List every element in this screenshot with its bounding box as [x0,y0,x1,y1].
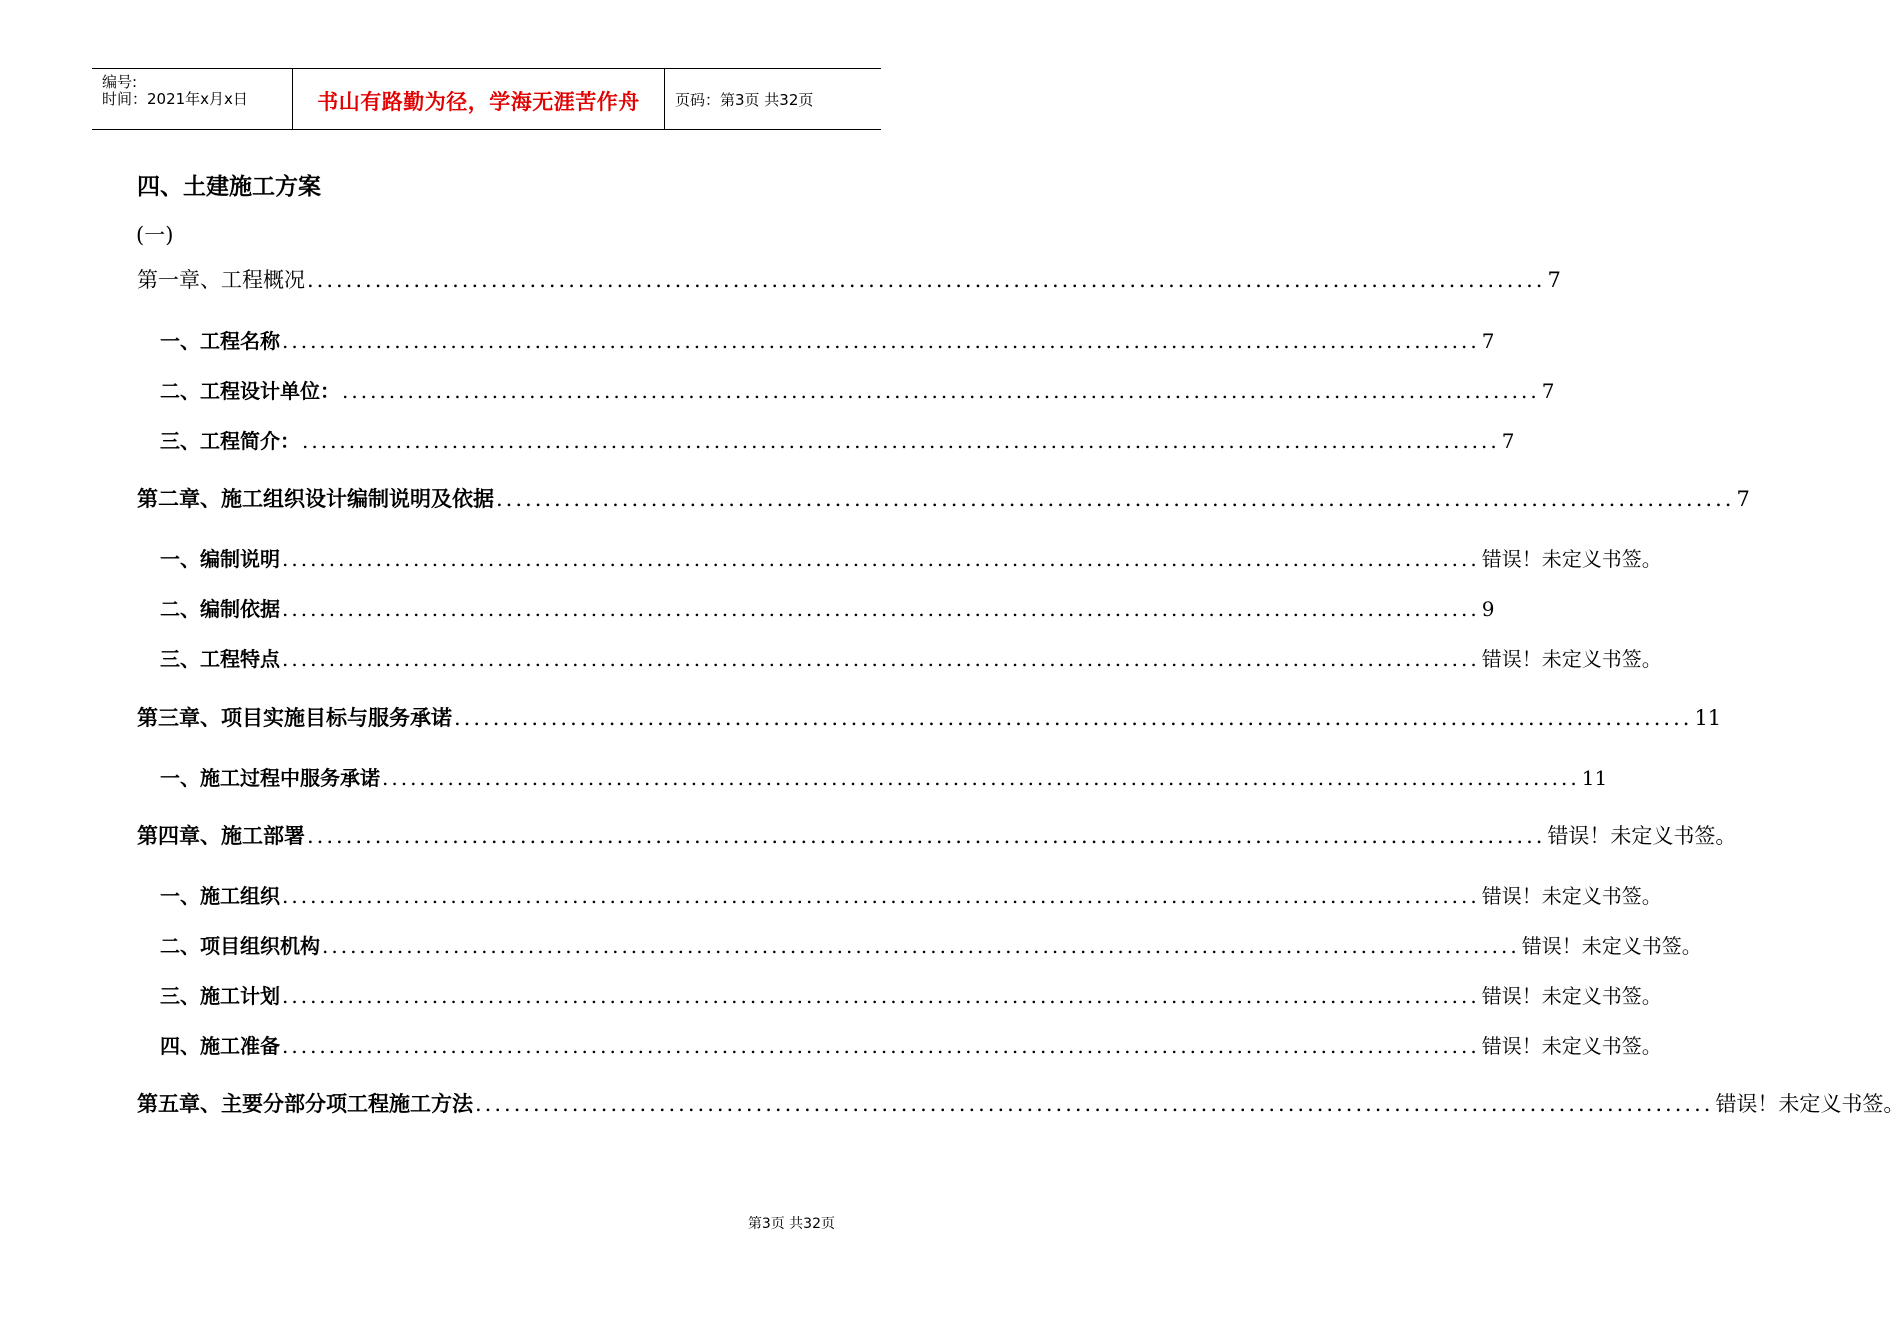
toc-page-number: 7 [1736,487,1750,511]
toc-leader: ................................................................................................................................ [282,884,1480,908]
toc-leader: ................................................................................................................................ [322,934,1520,958]
toc-leader: ................................................................................................................................ [496,487,1735,511]
header-page-number: 页码：第3页 共32页 [675,91,814,109]
toc-leader: ................................................................................................................................ [282,647,1480,671]
toc-entry-text: 第四章、施工部署 [137,823,305,848]
toc-entry-text: 一、编制说明 [160,547,280,571]
motto: 书山有路勤为径，学海无涯苦作舟 [317,90,640,114]
toc-leader: ................................................................................................................................ [382,766,1580,790]
toc-section[interactable] [160,762,1608,791]
code-label: 编号: [102,73,138,91]
toc-page-number: 7 [1547,268,1561,292]
toc-entry-text: 第五章、主要分部分项工程施工方法 [137,1091,473,1116]
toc-section[interactable] [160,980,1662,1009]
header-page-cell [665,69,881,129]
header-info-cell [92,69,293,129]
toc-page-number: 11 [1694,706,1722,730]
toc-leader: ................................................................................................................................ [454,706,1693,730]
toc-leader: ................................................................................................................................ [307,268,1546,292]
toc-entry-text: 一、工程名称 [160,329,280,353]
toc-chapter-4[interactable] [137,820,1737,850]
toc-entry-text: 二、工程设计单位： [160,379,340,403]
toc-page-number: 错误！未定义书签。 [1481,884,1662,908]
toc-section[interactable] [160,930,1702,959]
toc-entry-text: 三、工程特点 [160,647,280,671]
toc-chapter-1[interactable] [137,264,1561,294]
toc-entry-text: 一、施工组织 [160,884,280,908]
toc-chapter-2[interactable] [137,483,1750,513]
toc-entry-text: 第二章、施工组织设计编制说明及依据 [137,486,494,511]
page-footer: 第3页 共32页 [747,1216,835,1232]
toc-leader: ................................................................................................................................ [282,597,1480,621]
toc-section[interactable] [160,1030,1662,1059]
toc-leader: ................................................................................................................................ [282,984,1480,1008]
toc-page-number: 9 [1481,597,1495,621]
toc-section[interactable] [160,643,1662,672]
toc-leader: ................................................................................................................................ [282,329,1480,353]
toc-page-number: 错误！未定义书签。 [1481,647,1662,671]
toc-page-number: 错误！未定义书签。 [1481,547,1662,571]
toc-leader: ................................................................................................................................ [302,429,1500,453]
toc-page-number: 7 [1481,329,1495,353]
toc-entry-text: 第三章、项目实施目标与服务承诺 [137,705,452,730]
toc-page-number: 错误！未定义书签。 [1481,984,1662,1008]
toc-leader: ................................................................................................................................ [475,1092,1714,1116]
toc-section[interactable] [160,425,1515,454]
toc-page-number: 11 [1581,766,1608,790]
toc-entry-text: 三、施工计划 [160,984,280,1008]
toc-entry-text: 四、施工准备 [160,1034,280,1058]
toc-leader: ................................................................................................................................ [307,824,1546,848]
toc-page-number: 错误！未定义书签。 [1481,1034,1662,1058]
section-heading: 四、土建施工方案 [137,173,321,200]
toc-page-number: 7 [1541,379,1555,403]
toc-section[interactable] [160,593,1495,622]
toc-leader: ................................................................................................................................ [342,379,1540,403]
toc-leader: ................................................................................................................................ [282,547,1480,571]
toc-entry-text: 第一章、工程概况 [137,268,305,292]
toc-leader: ................................................................................................................................ [282,1034,1480,1058]
header-motto-cell [293,69,665,129]
toc-page-number: 7 [1501,429,1515,453]
toc-page-number: 错误！未定义书签。 [1521,934,1702,958]
toc-page-number: 错误！未定义书签。 [1715,1092,1904,1116]
page-header [92,68,881,130]
toc-chapter-3[interactable] [137,702,1722,732]
toc-entry-text: 二、编制依据 [160,597,280,621]
toc-section[interactable] [160,375,1555,404]
toc-section[interactable] [160,325,1495,354]
time-label: 时间：2021年x月x日 [102,90,248,108]
toc-entry-text: 二、项目组织机构 [160,934,320,958]
toc-page-number: 错误！未定义书签。 [1547,824,1737,848]
toc-entry-text: 一、施工过程中服务承诺 [160,766,380,790]
toc-entry-text: 三、工程简介： [160,429,300,453]
toc-section[interactable] [160,543,1662,572]
toc-chapter-5[interactable] [137,1088,1904,1118]
toc-section[interactable] [160,880,1662,909]
sub-heading: (一) [136,223,174,247]
